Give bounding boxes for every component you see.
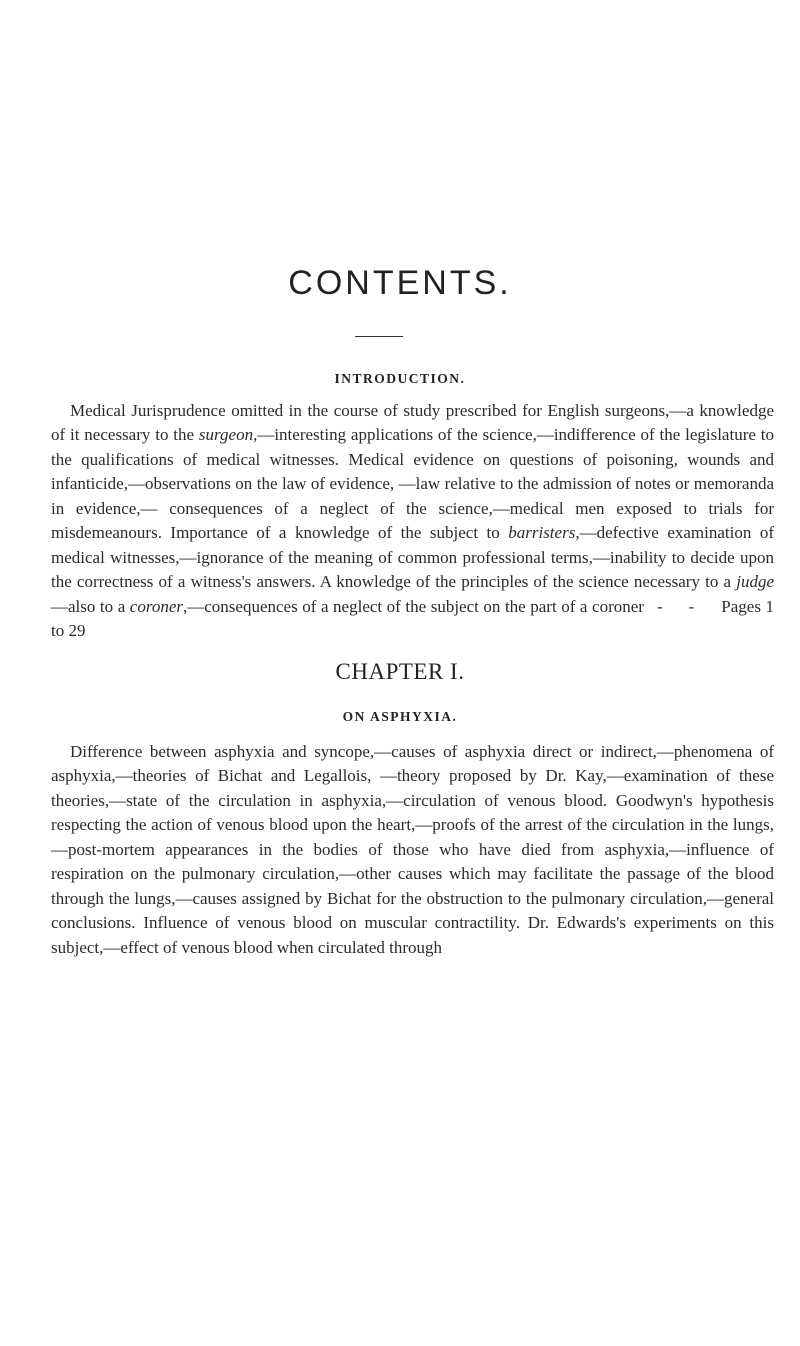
intro-text-5: ,—consequences of a neglect of the subject on the part of a coroner [183, 596, 644, 616]
chapter-title: CHAPTER I. [335, 659, 465, 684]
intro-italic-judge: judge [736, 572, 774, 592]
intro-text-1: Medical Jurisprudence omitted in the course of study prescribed for English surgeons,—a knowledge of it necessary to the [51, 401, 774, 445]
introduction-heading: INTRODUCTION. [334, 371, 466, 386]
chapter-subtitle: ON ASPHYXIA. [342, 709, 458, 724]
page-title: CONTENTS. [288, 264, 512, 302]
intro-italic-coroner: coroner [129, 596, 183, 616]
intro-text-3: ,—defective examination of medical witnesses,—ignorance of the meaning of common professional terms,—inability to decide upon the correctness of a witness's answers. A knowledge of the principles of the science necessary to a [51, 523, 774, 592]
intro-text-2: ,—interesting applications of the science,—indifference of the legislature to the qualifications of medical witnesses. Medical evidence on questions of poisoning, wounds and infanticide,—observations on the law of evidence, —law relative to the admission of notes or memoranda in evidence,— consequences of a neglect of the science,—medical men exposed to trials for misdemeanours. Importance of a knowledge of the subject to [51, 425, 774, 543]
pages-reference: Pages 1 to 29 [51, 596, 774, 641]
intro-text-4: —also to a [51, 596, 130, 616]
introduction-summary [51, 399, 774, 644]
intro-italic-barristers: barristers [508, 523, 576, 543]
intro-italic-surgeon: surgeon [198, 425, 254, 445]
title-rule [355, 336, 403, 337]
leader-dash: - [656, 596, 663, 616]
leader-dash: - [688, 596, 695, 616]
chapter-summary: Difference between asphyxia and syncope,—causes of asphyxia direct or indirect,—phenomena of asphyxia,—theories of Bichat and Legallois, —theory proposed by Dr. Kay,—examination of these theories,—state of the circulation in asphyxia,—circulation of venous blood. Goodwyn's hypothesis respecting the action of venous blood upon the heart,—proofs of the arrest of the circulation in the lungs,—post-mortem appearances in the bodies of those who have died from asphyxia,—influence of respiration on the pulmonary circulation,—other causes which may facilitate the passage of the blood through the lungs,—causes assigned by Bichat for the obstruction to the pulmonary circulation,—general conclusions. Influence of venous blood on muscular contractility. Dr. Edwards's experiments on this subject,—effect of venous blood when circulated through [51, 742, 774, 957]
